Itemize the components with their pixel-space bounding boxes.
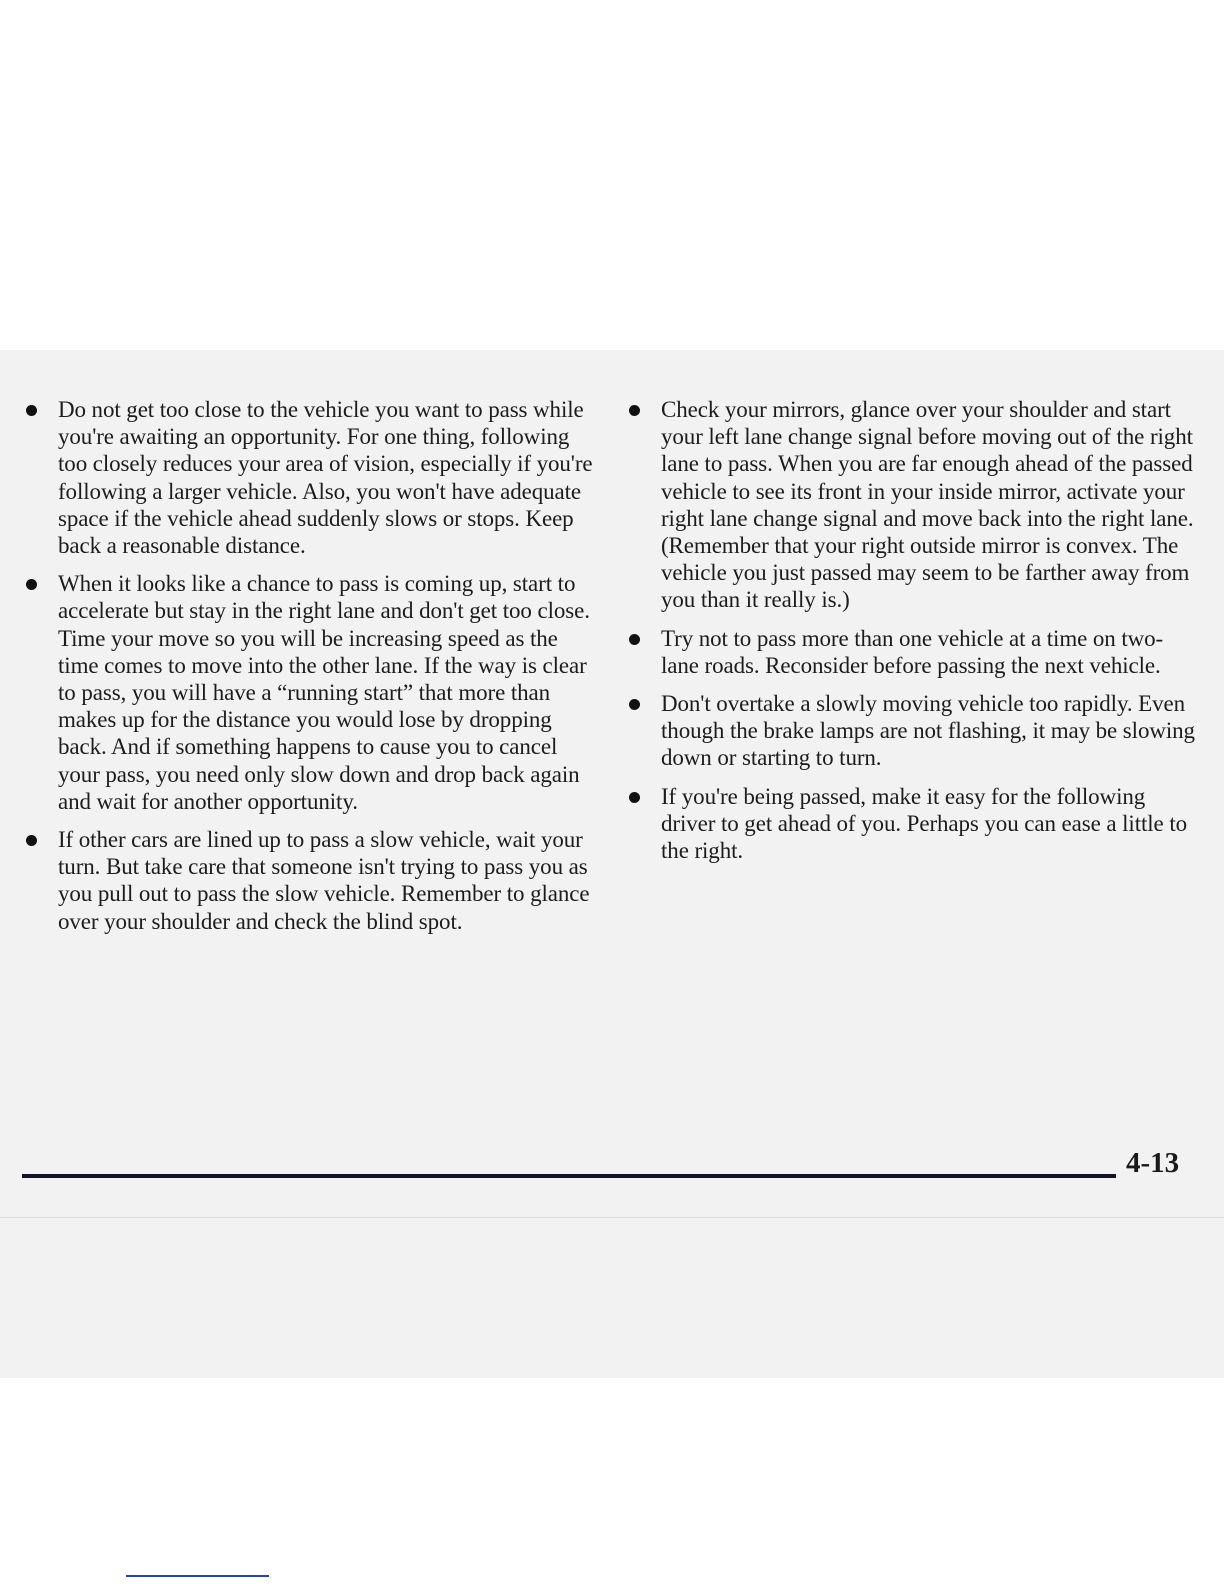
list-item (22, 570, 597, 815)
bullet-icon (629, 699, 640, 710)
list-item (22, 396, 597, 559)
list-item (22, 826, 597, 935)
bullet-icon (26, 835, 37, 846)
bullet-icon (629, 405, 640, 416)
list-item (625, 396, 1200, 614)
left-bullet-list (22, 396, 597, 935)
right-bullet-list (625, 396, 1200, 864)
bullet-text: If other cars are lined up to pass a slow vehicle, wait your turn. But take care that someone isn't trying to pass you as you pull out to pass the slow vehicle. Remember to glance over your shoulder and check the blind spot. (58, 827, 590, 934)
panel-divider (0, 1217, 1224, 1218)
page-number: 4-13 (1126, 1147, 1180, 1179)
left-column (22, 396, 597, 946)
list-item (625, 783, 1200, 865)
bullet-text: Check your mirrors, glance over your shoulder and start your left lane change signal before moving out of the right lane to pass. When you are far enough ahead of the passed vehicle to see its front in your inside mirror, activate your right lane change signal and move back into the right lane. (Remember that your right outside mirror is convex. The vehicle you just passed may seem to be farther away from you than it really is.) (661, 397, 1194, 613)
manual-page (0, 350, 1224, 1378)
bullet-icon (629, 792, 640, 803)
right-column (625, 396, 1200, 875)
link-underline[interactable] (126, 1575, 269, 1577)
bullet-icon (26, 405, 37, 416)
list-item (625, 625, 1200, 679)
bullet-text: Do not get too close to the vehicle you want to pass while you're awaiting an opportunity. For one thing, following too closely reduces your area of vision, especially if you're following a larger vehicle. Also, you won't have adequate space if the vehicle ahead suddenly slows or stops. Keep back a reasonable distance. (58, 397, 593, 559)
bullet-text: Try not to pass more than one vehicle at a time on two-lane roads. Reconsider before passing the next vehicle. (661, 625, 1164, 678)
bullet-text: If you're being passed, make it easy for the following driver to get ahead of you. Perhaps you can ease a little to the right. (661, 783, 1188, 864)
bullet-text: When it looks like a chance to pass is coming up, start to accelerate but stay in the right lane and don't get too close. Time your move so you will be increasing speed as the time comes to move into the other lane. If the way is clear to pass, you will have a “running start” that more than makes up for the distance you would lose by dropping back. And if something happens to cause you to cancel your pass, you need only slow down and drop back again and wait for another opportunity. (58, 571, 590, 814)
footer-rule (22, 1174, 1116, 1178)
list-item (625, 690, 1200, 772)
bullet-icon (26, 579, 37, 590)
bullet-text: Don't overtake a slowly moving vehicle too rapidly. Even though the brake lamps are not flashing, it may be slowing down or starting to turn. (661, 691, 1195, 771)
bullet-icon (629, 634, 640, 645)
